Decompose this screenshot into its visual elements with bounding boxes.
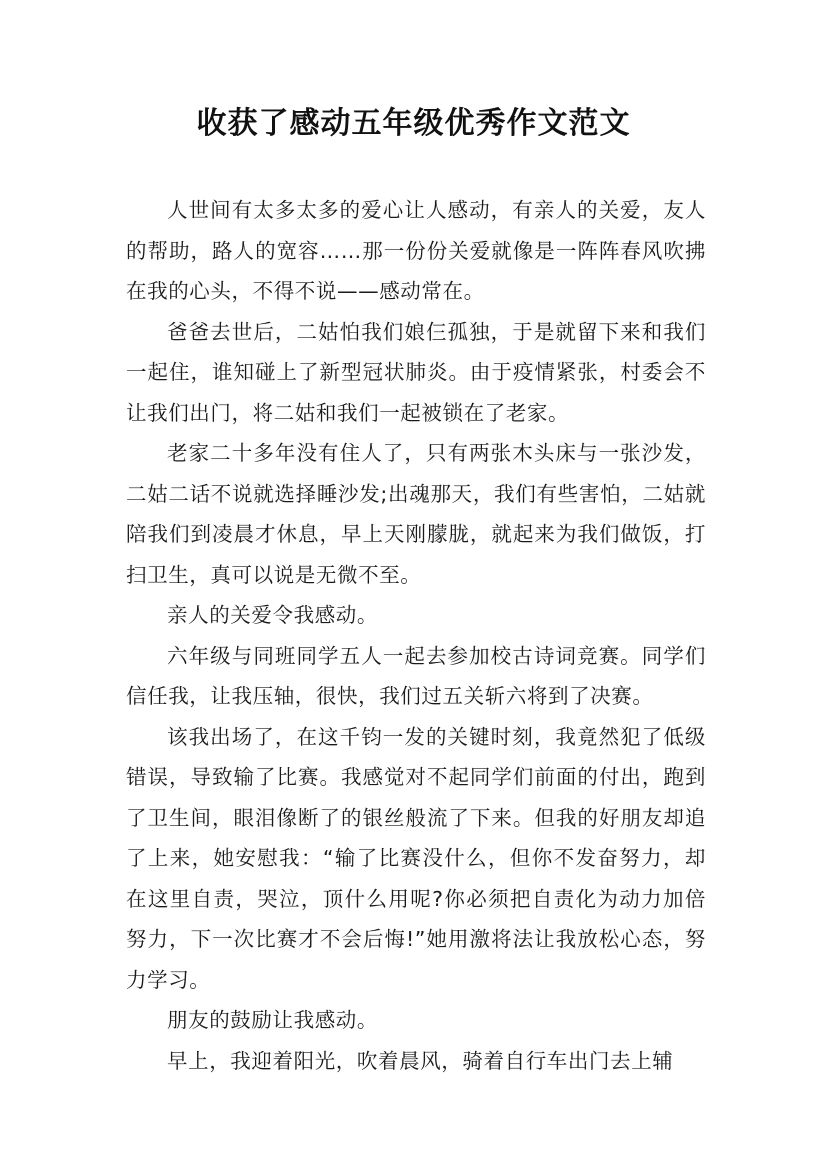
paragraph-2: 爸爸去世后，二姑怕我们娘仨孤独，于是就留下来和我们一起住，谁知碰上了新型冠状肺炎。由于疫情紧张，村委会不让我们出门，将二姑和我们一起被锁在了老家。 <box>126 319 706 425</box>
paragraph-3: 老家二十多年没有住人了，只有两张木头床与一张沙发，二姑二话不说就选择睡沙发;出魂那天，我们有些害怕，二姑就陪我们到凌晨才休息，早上天刚朦胧，就起来为我们做饭，打扫卫生，真可以说是无微不至。 <box>126 441 706 587</box>
paragraph-1: 人世间有太多太多的爱心让人感动，有亲人的关爱，友人的帮助，路人的宽容……那一份份关爱就像是一阵阵春风吹拂在我的心头，不得不说——感动常在。 <box>126 198 706 303</box>
document-title: 收获了感动五年级优秀作文范文 <box>196 106 631 141</box>
paragraph-7: 朋友的鼓励让我感动。 <box>167 1008 378 1032</box>
paragraph-4: 亲人的关爱令我感动。 <box>167 603 378 627</box>
paragraph-5: 六年级与同班同学五人一起去参加校古诗词竞赛。同学们信任我，让我压轴，很快，我们过五关斩六将到了决赛。 <box>126 643 706 708</box>
paragraph-8: 早上，我迎着阳光，吹着晨风，骑着自行车出门去上辅 <box>167 1048 674 1073</box>
document-body <box>126 190 706 1081</box>
paragraph-6: 该我出场了，在这千钧一发的关键时刻，我竟然犯了低级错误，导致输了比赛。我感觉对不起同学们前面的付出，跑到了卫生间，眼泪像断了的银丝般流了下来。但我的好朋友却追了上来，她安慰我：“输了比赛没什么，但你不发奋努力，却在这里自责，哭泣，顶什么用呢?你必须把自责化为动力加倍努力，下一次比赛才不会后悔!”她用激将法让我放松心态，努力学习。 <box>126 724 706 992</box>
